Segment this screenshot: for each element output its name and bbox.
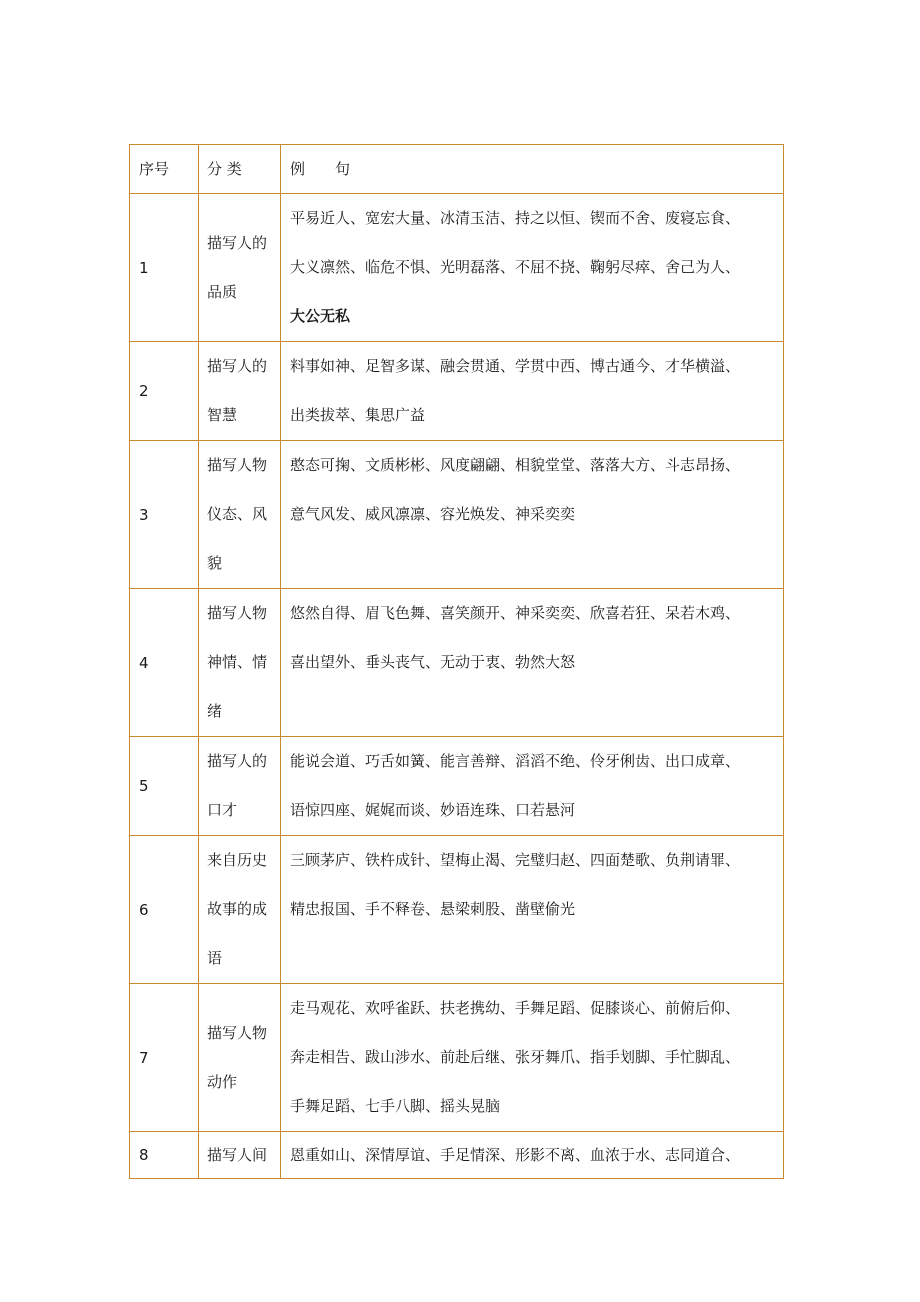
- table-row: [130, 194, 784, 342]
- table-row: [130, 1132, 784, 1179]
- row-num: 7: [130, 984, 199, 1132]
- row-num: 6: [130, 836, 199, 984]
- row-category: 描写人的 品质: [199, 194, 281, 342]
- idiom-table: [129, 144, 784, 1179]
- row-num: 2: [130, 342, 199, 441]
- header-num: 序号: [130, 145, 199, 194]
- table-row: [130, 836, 784, 984]
- row-category: 描写人的 智慧: [199, 342, 281, 441]
- row-examples: 平易近人、宽宏大量、冰清玉洁、持之以恒、锲而不舍、废寝忘食、 大义凛然、临危不惧、光明磊落、不屈不挠、鞠躬尽瘁、舍己为人、 大公无私: [281, 194, 784, 342]
- row-examples: 能说会道、巧舌如簧、能言善辩、滔滔不绝、伶牙俐齿、出口成章、 语惊四座、娓娓而谈、妙语连珠、口若悬河: [281, 737, 784, 836]
- row-examples: 恩重如山、深情厚谊、手足情深、形影不离、血浓于水、志同道合、: [281, 1132, 784, 1179]
- row-category: 描写人物 神情、情 绪: [199, 589, 281, 737]
- row-num: 8: [130, 1132, 199, 1179]
- table-row: [130, 342, 784, 441]
- table-header-row: [130, 145, 784, 194]
- row-examples: 憨态可掬、文质彬彬、风度翩翩、相貌堂堂、落落大方、斗志昂扬、 意气风发、威风凛凛、容光焕发、神采奕奕: [281, 441, 784, 589]
- header-category: 分 类: [199, 145, 281, 194]
- header-examples: 例 句: [281, 145, 784, 194]
- row-category: 描写人物 仪态、风 貌: [199, 441, 281, 589]
- row-category: 描写人物 动作: [199, 984, 281, 1132]
- row-num: 5: [130, 737, 199, 836]
- table-row: [130, 737, 784, 836]
- row-examples: 料事如神、足智多谋、融会贯通、学贯中西、博古通今、才华横溢、 出类拔萃、集思广益: [281, 342, 784, 441]
- row-num: 3: [130, 441, 199, 589]
- table-row: [130, 984, 784, 1132]
- row-examples: 走马观花、欢呼雀跃、扶老携幼、手舞足蹈、促膝谈心、前俯后仰、 奔走相告、跋山涉水、前赴后继、张牙舞爪、指手划脚、手忙脚乱、 手舞足蹈、七手八脚、摇头晃脑: [281, 984, 784, 1132]
- row-examples: 三顾茅庐、铁杵成针、望梅止渴、完璧归赵、四面楚歌、负荆请罪、 精忠报国、手不释卷、悬梁刺股、凿壁偷光: [281, 836, 784, 984]
- table-row: [130, 441, 784, 589]
- row-num: 1: [130, 194, 199, 342]
- table-row: [130, 589, 784, 737]
- row-num: 4: [130, 589, 199, 737]
- row-examples: 悠然自得、眉飞色舞、喜笑颜开、神采奕奕、欣喜若狂、呆若木鸡、 喜出望外、垂头丧气、无动于衷、勃然大怒: [281, 589, 784, 737]
- row-category: 来自历史 故事的成 语: [199, 836, 281, 984]
- row-category: 描写人间: [199, 1132, 281, 1179]
- row-category: 描写人的 口才: [199, 737, 281, 836]
